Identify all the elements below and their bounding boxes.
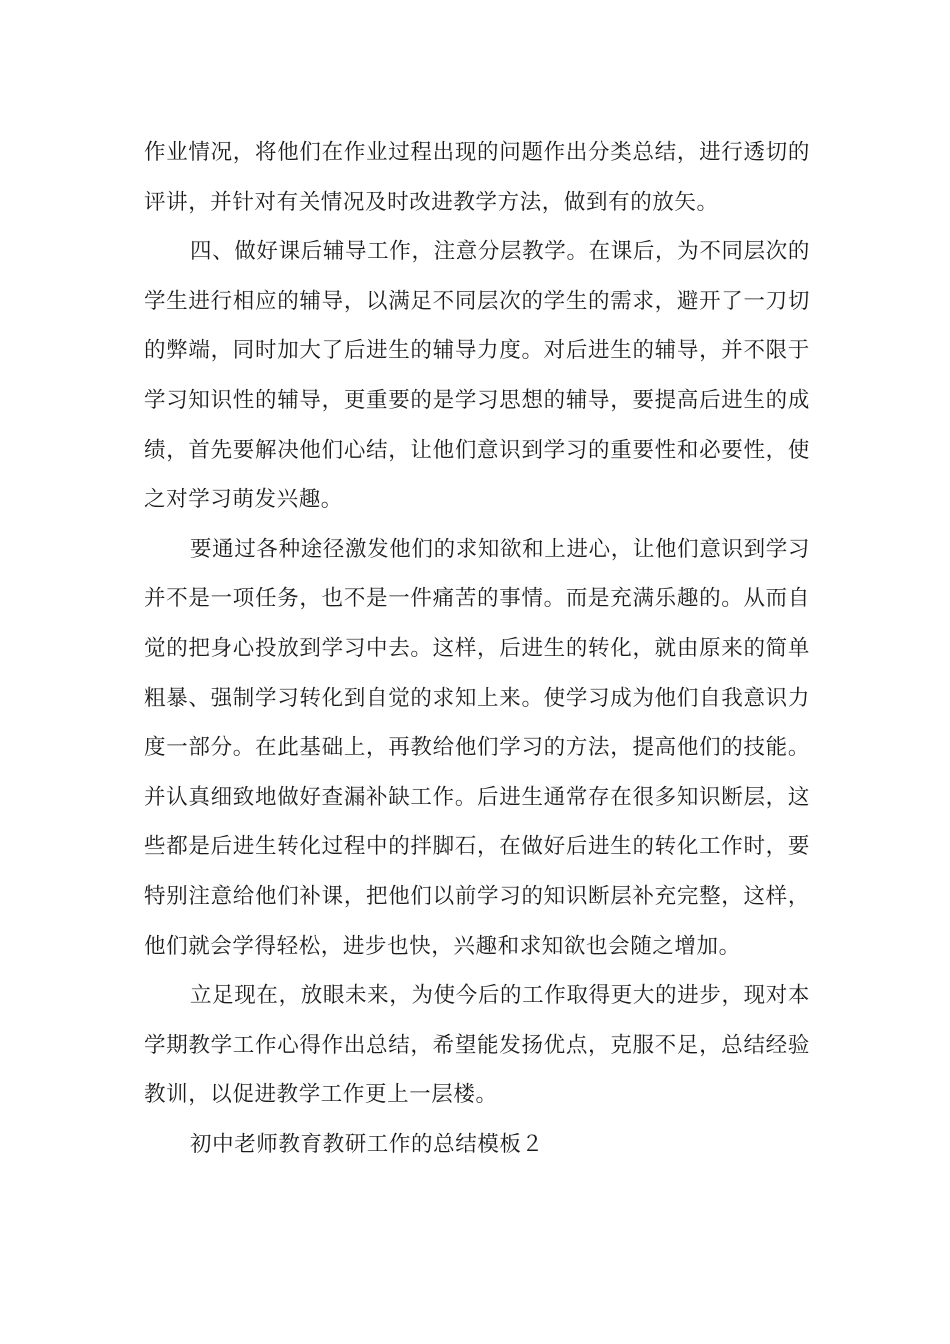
- paragraph-conclusion: 立足现在，放眼未来，为使今后的工作取得更大的进步，现对本学期教学工作心得作出总结，希望能发扬优点，克服不足，总结经验教训，以促进教学工作更上一层楼。: [144, 983, 810, 1108]
- paragraph-continuation: 作业情况，将他们在作业过程出现的问题作出分类总结，进行透切的评讲，并针对有关情况及时改进教学方法，做到有的放矢。: [144, 140, 810, 215]
- paragraph-motivation: 要通过各种途径激发他们的求知欲和上进心，让他们意识到学习并不是一项任务，也不是一件痛苦的事情。而是充满乐趣的。从而自觉的把身心投放到学习中去。这样，后进生的转化，就由原来的简单粗暴、强制学习转化到自觉的求知上来。使学习成为他们自我意识力度一部分。在此基础上，再教给他们学习的方法，提高他们的技能。并认真细致地做好查漏补缺工作。后进生通常存在很多知识断层，这些都是后进生转化过程中的拌脚石，在做好后进生的转化工作时，要特别注意给他们补课，把他们以前学习的知识断层补充完整，这样，他们就会学得轻松，进步也快，兴趣和求知欲也会随之增加。: [144, 536, 810, 959]
- document-body: [144, 128, 810, 1169]
- paragraph-tutoring: 四、做好课后辅导工作，注意分层教学。在课后，为不同层次的学生进行相应的辅导，以满足不同层次的学生的需求，避开了一刀切的弊端，同时加大了后进生的辅导力度。对后进生的辅导，并不限于学习知识性的辅导，更重要的是学习思想的辅导，要提高后进生的成绩，首先要解决他们心结，让他们意识到学习的重要性和必要性，使之对学习萌发兴趣。: [144, 239, 810, 513]
- section-title: 初中老师教育教研工作的总结模板２: [190, 1131, 544, 1157]
